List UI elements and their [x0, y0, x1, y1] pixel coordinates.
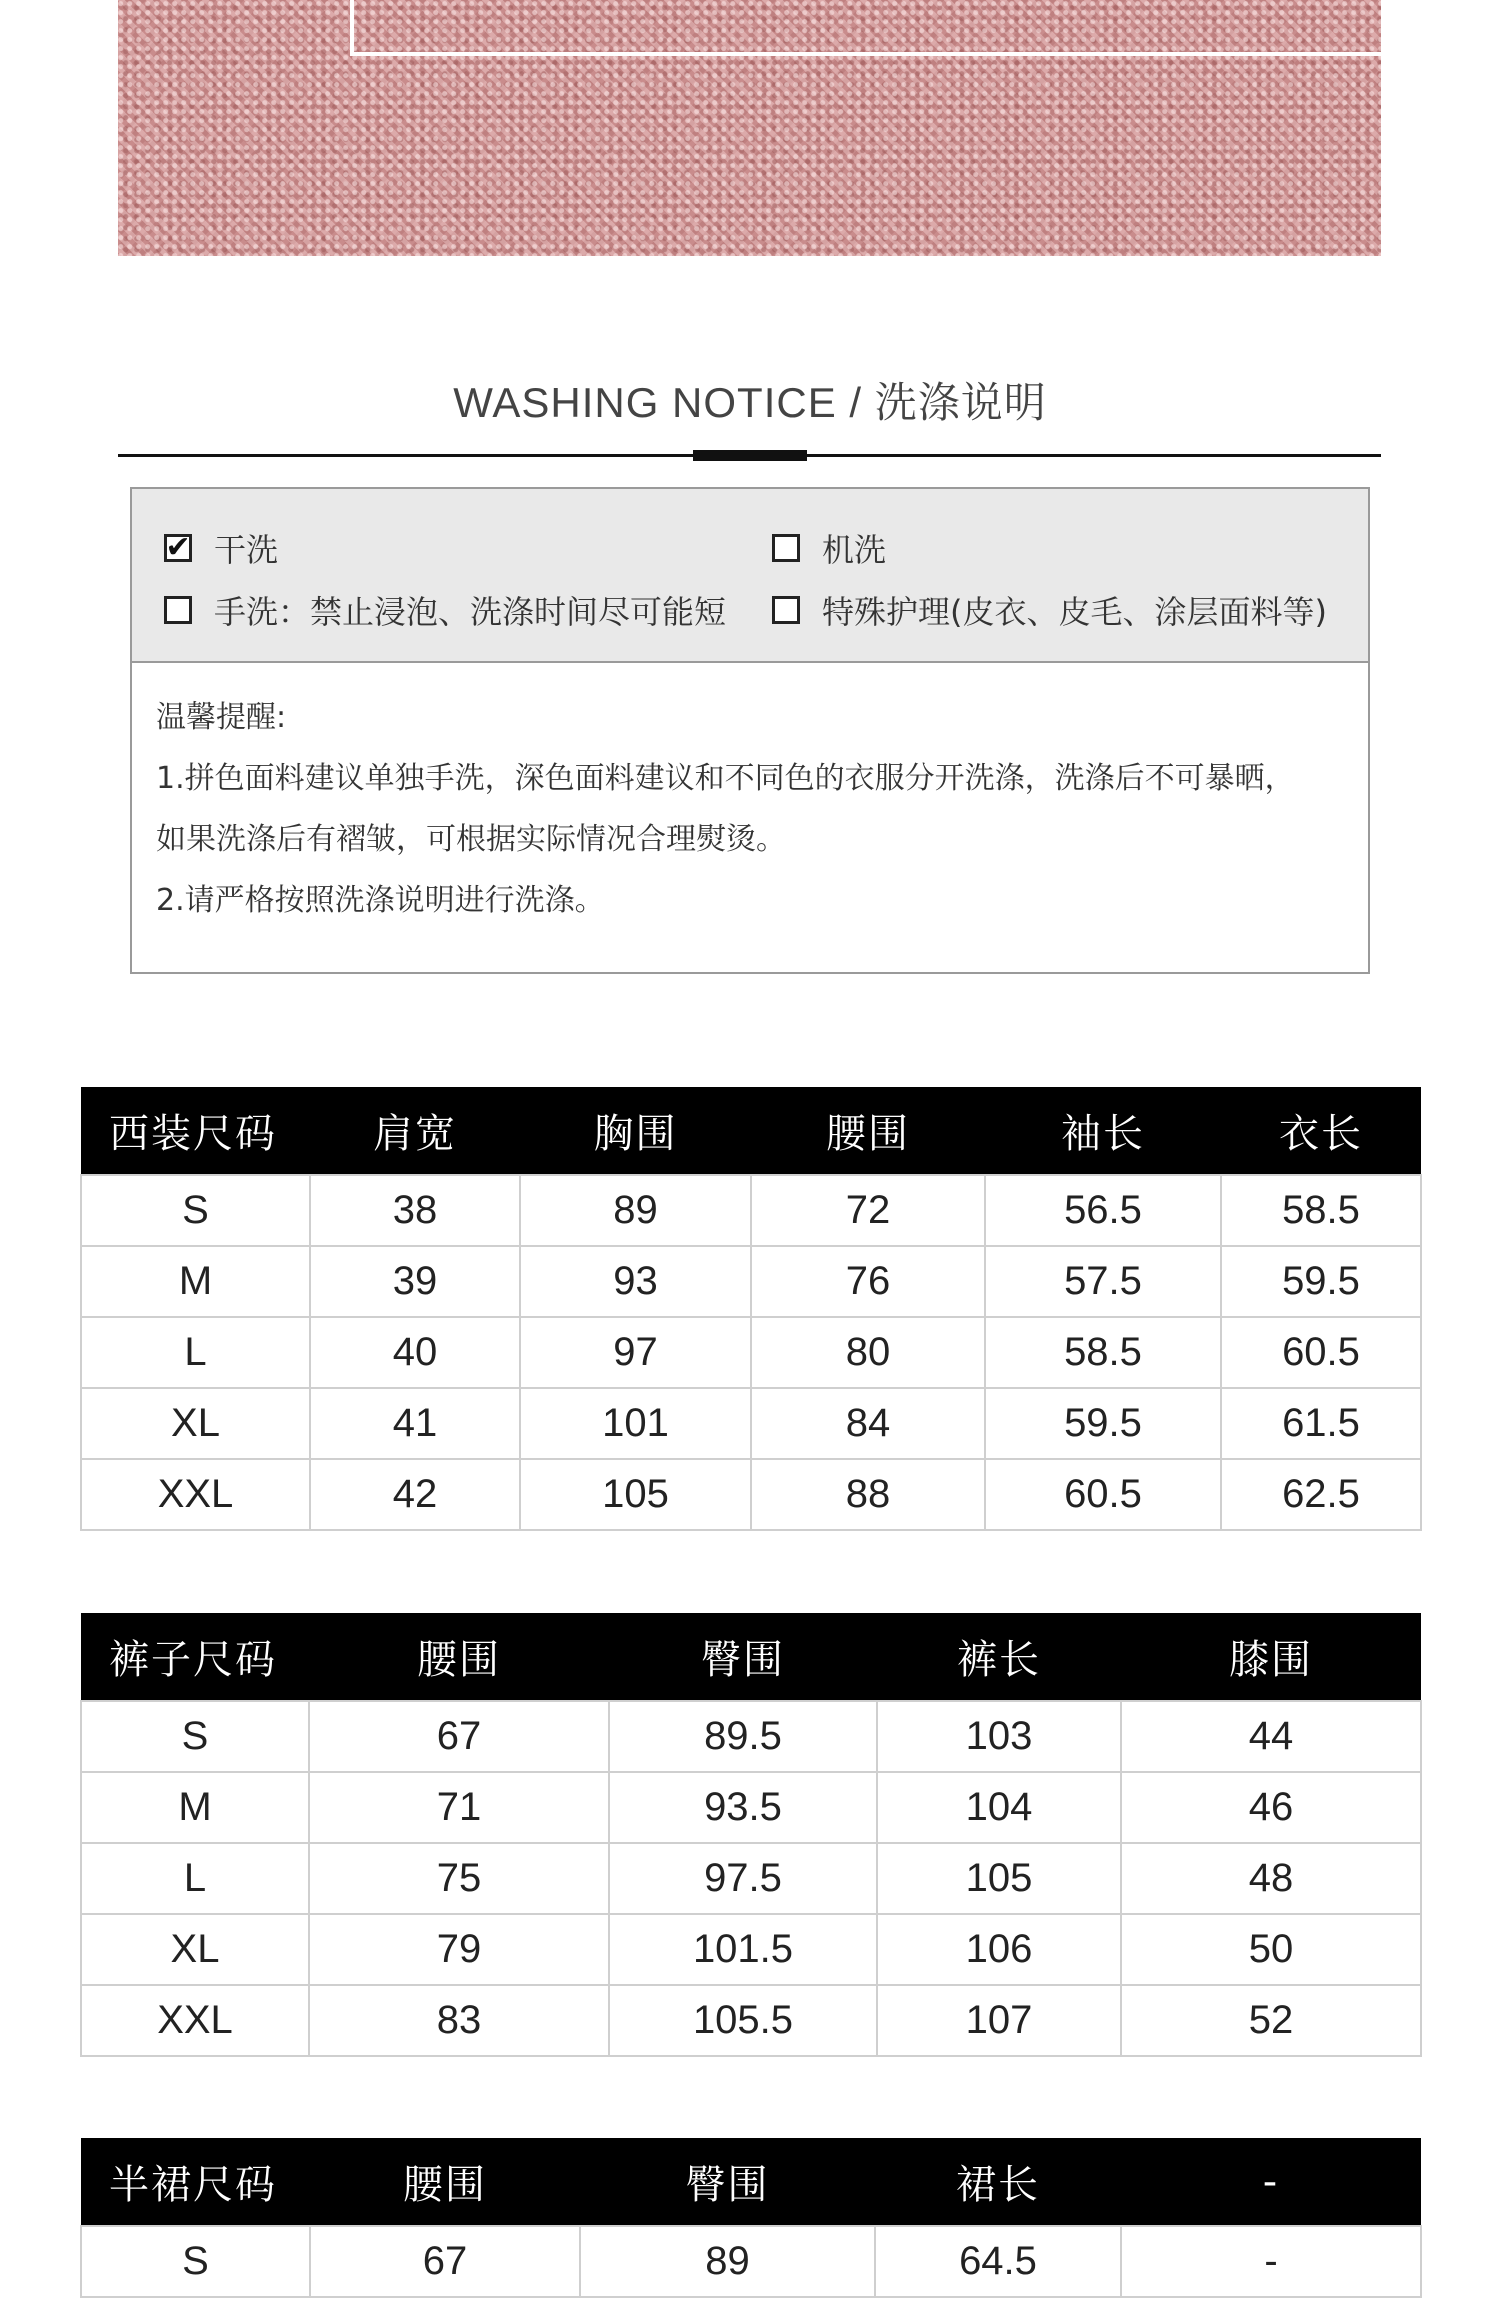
table-header-row: [81, 2138, 1421, 2226]
table-cell: 79: [309, 1914, 609, 1985]
table-cell: 76: [751, 1246, 985, 1317]
table-row: [81, 1317, 1421, 1388]
table-cell: 97: [520, 1317, 751, 1388]
table-cell: 40: [310, 1317, 520, 1388]
table-cell: 105.5: [609, 1985, 877, 2056]
unchecked-checkbox-icon: [164, 596, 192, 624]
washing-options-panel: [132, 489, 1368, 663]
table-row: [81, 1985, 1421, 2056]
table-cell: 89: [520, 1175, 751, 1246]
table-cell: 60.5: [985, 1459, 1221, 1530]
pants-size-table: [80, 1613, 1422, 2057]
table-cell: 59.5: [1221, 1246, 1421, 1317]
unchecked-checkbox-icon: [772, 534, 800, 562]
table-cell: XL: [81, 1388, 310, 1459]
table-cell: 57.5: [985, 1246, 1221, 1317]
table-cell: S: [81, 1175, 310, 1246]
fabric-frame-border: [350, 0, 1386, 56]
table-cell: 93: [520, 1246, 751, 1317]
table-cell: 67: [309, 1701, 609, 1772]
table-cell: 101: [520, 1388, 751, 1459]
table-cell: 61.5: [1221, 1388, 1421, 1459]
table-cell: 106: [877, 1914, 1121, 1985]
checked-checkbox-icon: ✔: [165, 530, 191, 565]
skirt-size-table: [80, 2138, 1422, 2298]
table-cell: L: [81, 1317, 310, 1388]
table-cell: 104: [877, 1772, 1121, 1843]
option-label: 机洗: [822, 531, 887, 569]
washing-instructions-box: [130, 487, 1370, 974]
tips-title: 温馨提醒:: [156, 700, 287, 735]
table-cell: 83: [309, 1985, 609, 2056]
table-cell: 62.5: [1221, 1459, 1421, 1530]
column-header: 膝围: [1121, 1613, 1421, 1701]
table-cell: 88: [751, 1459, 985, 1530]
table-cell: XL: [81, 1914, 309, 1985]
column-header: 腰围: [309, 1613, 609, 1701]
option-hand-wash: [164, 587, 726, 633]
tip-line: 如果洗涤后有褶皱，可根据实际情况合理熨烫。: [156, 822, 786, 857]
option-label: 手洗：禁止浸泡、洗涤时间尽可能短: [214, 593, 727, 631]
tip-line: 2.请严格按照洗涤说明进行洗涤。: [156, 883, 605, 918]
table-row: [81, 1246, 1421, 1317]
column-header: 腰围: [310, 2138, 580, 2226]
table-header-row: [81, 1613, 1421, 1701]
table-row: [81, 1701, 1421, 1772]
table-cell: 56.5: [985, 1175, 1221, 1246]
table-row: [81, 1388, 1421, 1459]
table-row: [81, 2226, 1421, 2297]
column-header: 西装尺码: [81, 1087, 310, 1175]
table-cell: S: [81, 2226, 310, 2297]
table-row: [81, 1843, 1421, 1914]
table-cell: 75: [309, 1843, 609, 1914]
table-cell: 101.5: [609, 1914, 877, 1985]
table-cell: 48: [1121, 1843, 1421, 1914]
table-cell: 103: [877, 1701, 1121, 1772]
column-header: 裙长: [875, 2138, 1121, 2226]
column-header: 臀围: [580, 2138, 875, 2226]
table-row: [81, 1914, 1421, 1985]
table-cell: 84: [751, 1388, 985, 1459]
table-cell: M: [81, 1772, 309, 1843]
column-header: -: [1121, 2138, 1421, 2226]
table-cell: 39: [310, 1246, 520, 1317]
table-cell: -: [1121, 2226, 1421, 2297]
table-cell: M: [81, 1246, 310, 1317]
table-cell: 38: [310, 1175, 520, 1246]
column-header: 袖长: [985, 1087, 1221, 1175]
option-machine-wash: [772, 525, 886, 571]
table-cell: S: [81, 1701, 309, 1772]
table-cell: 107: [877, 1985, 1121, 2056]
table-cell: 46: [1121, 1772, 1421, 1843]
table-cell: 97.5: [609, 1843, 877, 1914]
table-cell: 93.5: [609, 1772, 877, 1843]
unchecked-checkbox-icon: [772, 596, 800, 624]
table-cell: 105: [877, 1843, 1121, 1914]
table-cell: L: [81, 1843, 309, 1914]
table-cell: XXL: [81, 1985, 309, 2056]
column-header: 半裙尺码: [81, 2138, 310, 2226]
suit-size-table: [80, 1087, 1422, 1531]
care-tips: [156, 687, 1356, 931]
title-divider-accent: [693, 450, 807, 461]
option-label: 干洗: [214, 531, 279, 569]
table-cell: 72: [751, 1175, 985, 1246]
option-dry-clean: [164, 525, 278, 571]
table-cell: 67: [310, 2226, 580, 2297]
table-header-row: [81, 1087, 1421, 1175]
table-cell: 71: [309, 1772, 609, 1843]
column-header: 衣长: [1221, 1087, 1421, 1175]
table-cell: XXL: [81, 1459, 310, 1530]
fabric-swatch-photo: [118, 0, 1381, 256]
table-cell: 89: [580, 2226, 875, 2297]
table-cell: 58.5: [985, 1317, 1221, 1388]
option-label: 特殊护理(皮衣、皮毛、涂层面料等): [822, 593, 1327, 631]
table-row: [81, 1772, 1421, 1843]
option-special-care: [772, 587, 1327, 633]
table-cell: 59.5: [985, 1388, 1221, 1459]
column-header: 肩宽: [310, 1087, 520, 1175]
table-cell: 60.5: [1221, 1317, 1421, 1388]
table-cell: 105: [520, 1459, 751, 1530]
table-cell: 41: [310, 1388, 520, 1459]
table-cell: 58.5: [1221, 1175, 1421, 1246]
table-row: [81, 1459, 1421, 1530]
table-cell: 42: [310, 1459, 520, 1530]
column-header: 胸围: [520, 1087, 751, 1175]
table-cell: 89.5: [609, 1701, 877, 1772]
tip-line: 1.拼色面料建议单独手洗，深色面料建议和不同色的衣服分开洗涤，洗涤后不可暴晒，: [156, 761, 1295, 796]
table-row: [81, 1175, 1421, 1246]
table-cell: 44: [1121, 1701, 1421, 1772]
column-header: 臀围: [609, 1613, 877, 1701]
washing-notice-title: WASHING NOTICE / 洗涤说明: [453, 379, 1047, 426]
column-header: 腰围: [751, 1087, 985, 1175]
table-cell: 50: [1121, 1914, 1421, 1985]
table-cell: 52: [1121, 1985, 1421, 2056]
column-header: 裤子尺码: [81, 1613, 309, 1701]
table-cell: 64.5: [875, 2226, 1121, 2297]
table-cell: 80: [751, 1317, 985, 1388]
column-header: 裤长: [877, 1613, 1121, 1701]
